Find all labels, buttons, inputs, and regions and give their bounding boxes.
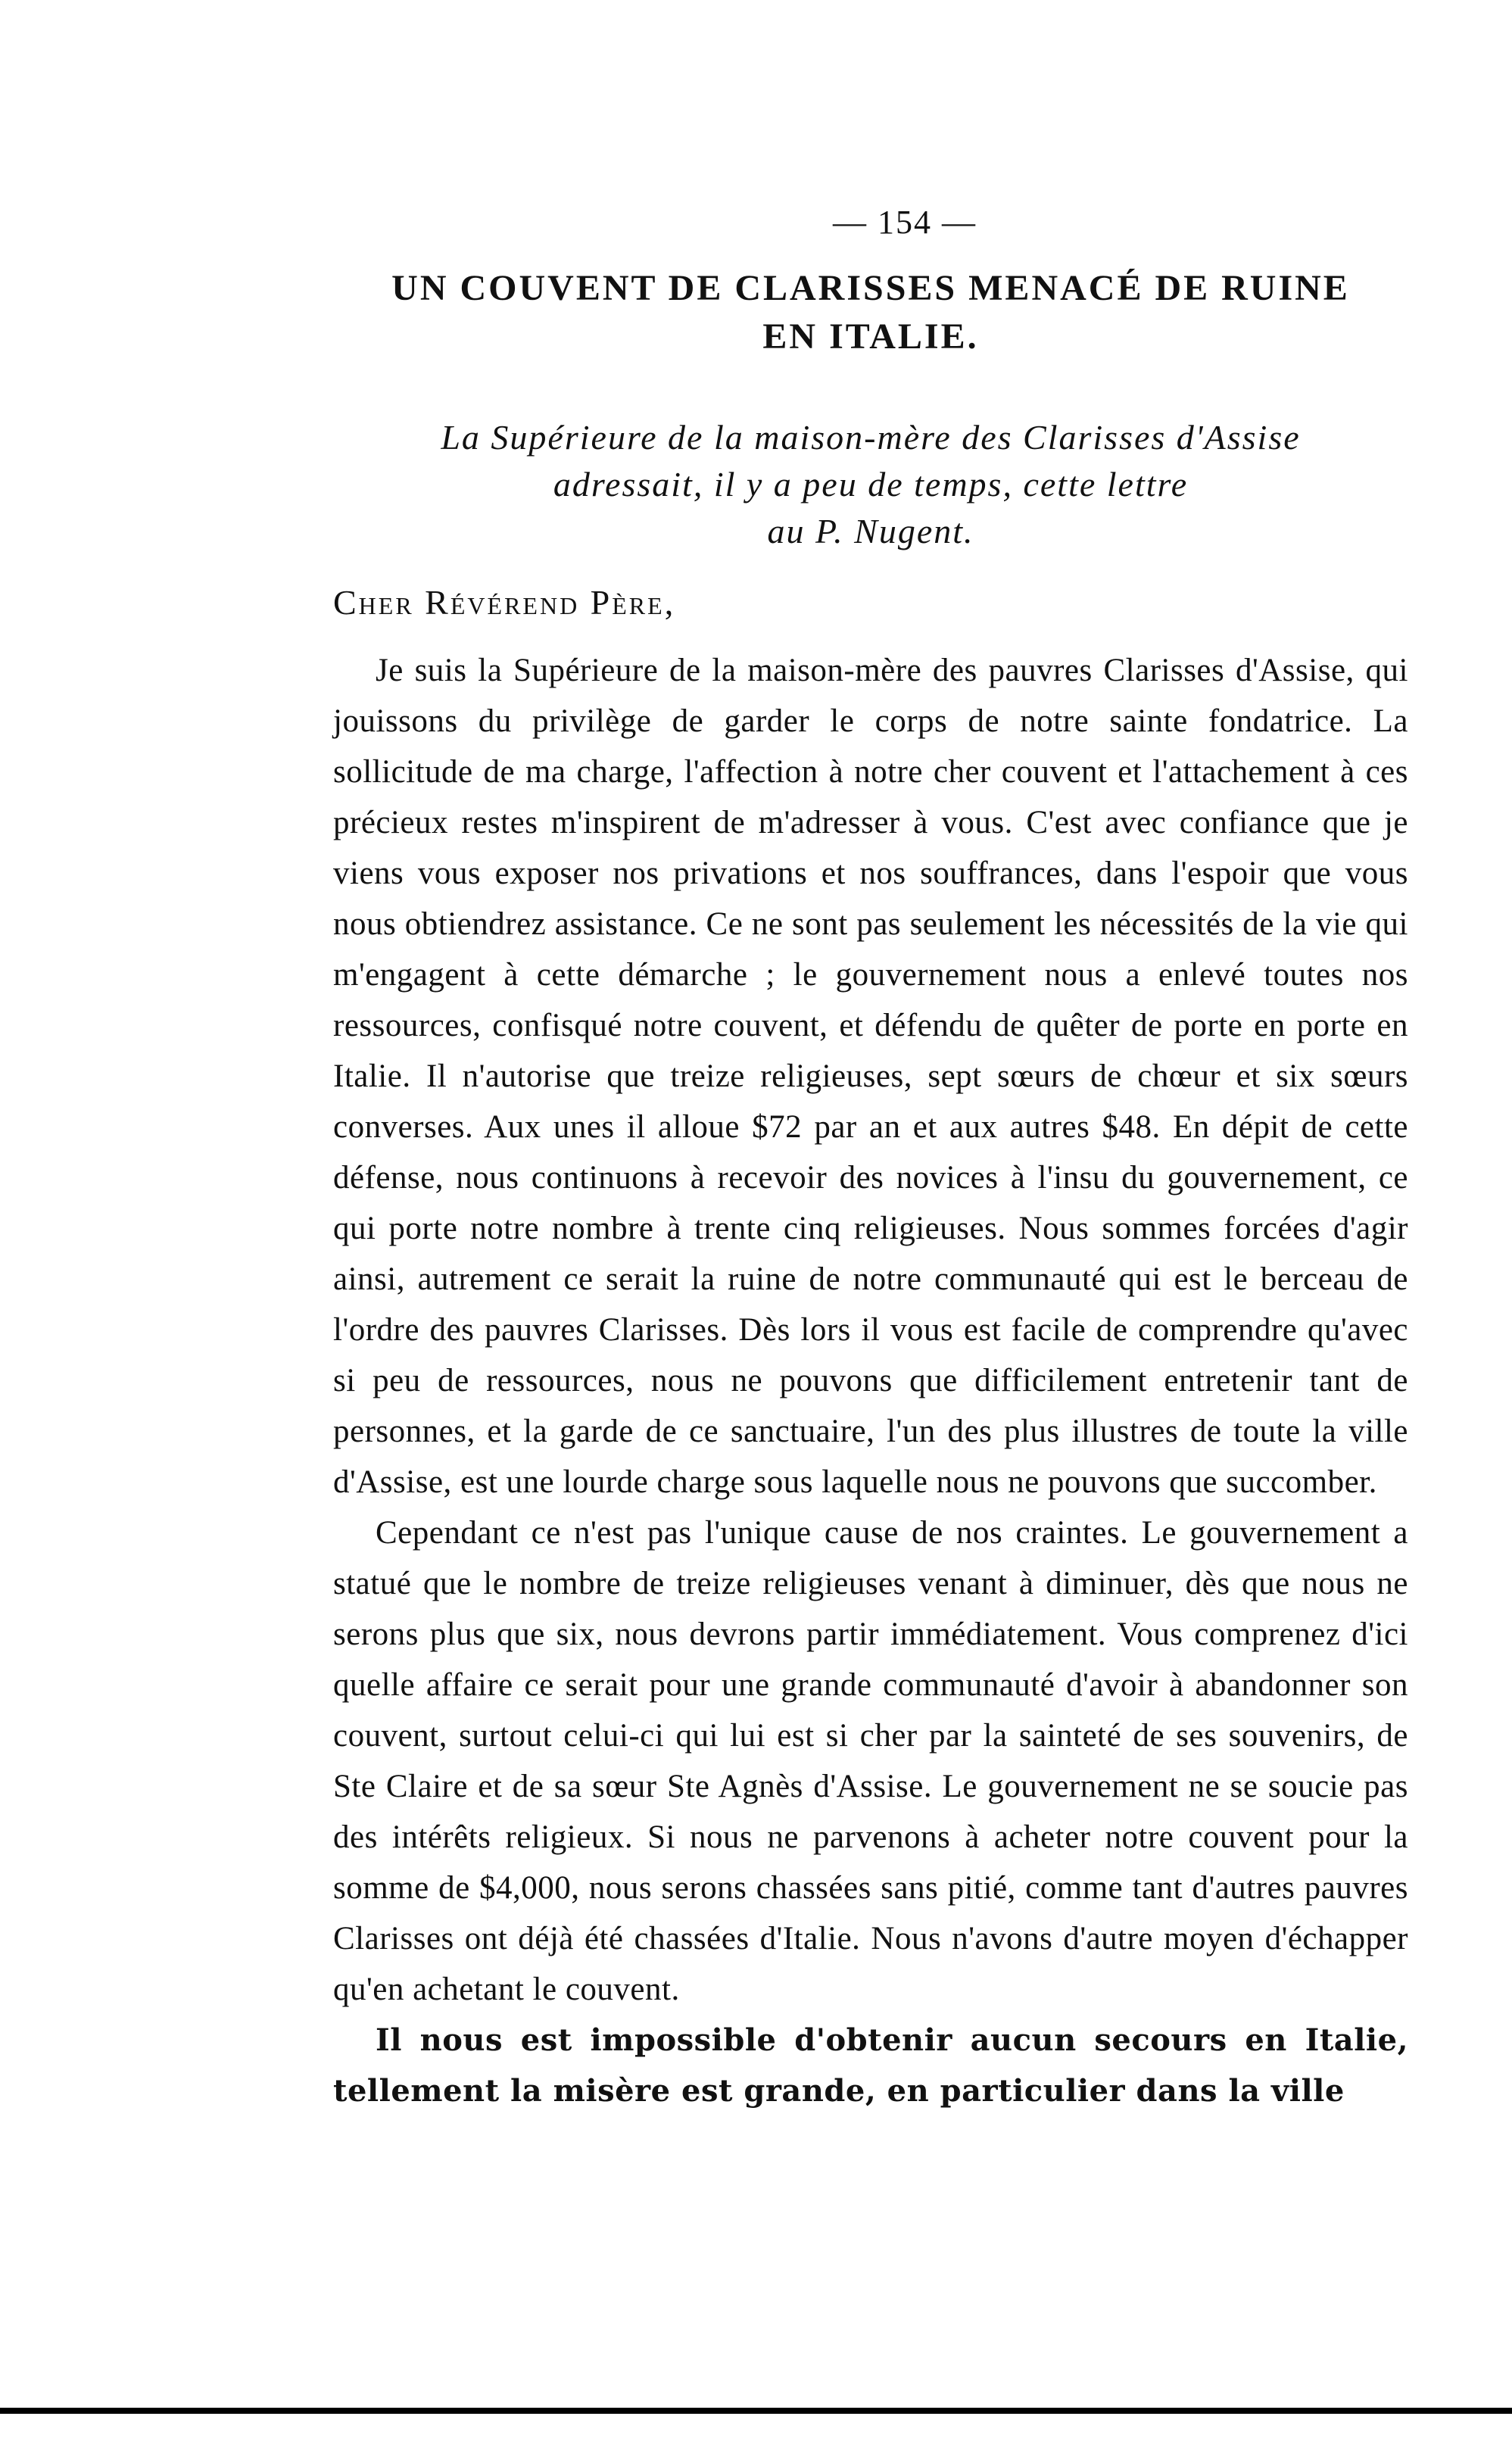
intro-line-3: au P. Nugent.: [767, 512, 974, 550]
article-title-line-2: EN ITALIE.: [762, 316, 979, 357]
bottom-rule: [0, 2408, 1512, 2414]
salutation: Cher Révérend Père,: [333, 583, 676, 622]
intro-line-1: La Supérieure de la maison-mère des Clarisses d'Assise: [441, 418, 1301, 457]
page-number: — 154 —: [833, 204, 977, 241]
paragraph-3: Il nous est impossible d'obtenir aucun secours en Italie, tellement la misère est grande, en particulier dans la ville: [333, 2022, 1408, 2109]
intro-line-2: adressait, il y a peu de temps, cette lettre: [553, 465, 1189, 504]
paragraph-1: Je suis la Supérieure de la maison-mère des pauvres Clarisses d'Assise, qui jouissons du privilège de garder le corps de notre sainte fondatrice. La sollicitude de ma charge, l'affection à notre cher couvent et l'attachement à ces précieux restes m'inspirent de m'adresser à vous. C'est avec confiance que je viens vous exposer nos privations et nos souffrances, dans l'espoir que vous nous obtiendrez assistance. Ce ne sont pas seulement les nécessités de la vie qui m'engagent à cette démarche ; le gouvernement nous a enlevé toutes nos ressources, confisqué notre couvent, et défendu de quêter de porte en porte en Italie. Il n'autorise que treize religieuses, sept sœurs de chœur et six sœurs converses. Aux unes il alloue $72 par an et aux autres $48. En dépit de cette défense, nous continuons à recevoir des novices à l'insu du gouvernement, ce qui porte notre nombre à trente cinq religieuses. Nous sommes forcées d'agir ainsi, autrement ce serait la ruine de notre communauté qui est le berceau de l'ordre des pauvres Clarisses. Dès lors il vous est facile de comprendre qu'avec si peu de ressources, nous ne pouvons que difficilement entretenir tant de personnes, et la garde de ce sanctuaire, l'un des plus illustres de toute la ville d'Assise, est une lourde charge sous laquelle nous ne pouvons que succomber.: [333, 653, 1408, 1500]
article-title: [333, 264, 1408, 361]
article-title-line-1: UN COUVENT DE CLARISSES MENACÉ DE RUINE: [391, 268, 1350, 308]
intro-note: [363, 414, 1378, 555]
paragraph-2: Cependant ce n'est pas l'unique cause de nos craintes. Le gouvernement a statué que le nombre de treize religieuses venant à diminuer, dès que nous ne serons plus que six, nous devrons partir immédiatement. Vous comprenez d'ici quelle affaire ce serait pour une grande communauté d'avoir à abandonner son couvent, surtout celui-ci qui lui est si cher par la sainteté de ses souvenirs, de Ste Claire et de sa sœur Ste Agnès d'Assise. Le gouvernement ne se soucie pas des intérêts religieux. Si nous ne parvenons à acheter notre couvent pour la somme de $4,000, nous serons chassées sans pitié, comme tant d'autres pauvres Clarisses ont déjà été chassées d'Italie. Nous n'avons d'autre moyen d'échapper qu'en achetant le couvent.: [333, 1515, 1408, 2007]
text-column: [333, 203, 1408, 2116]
